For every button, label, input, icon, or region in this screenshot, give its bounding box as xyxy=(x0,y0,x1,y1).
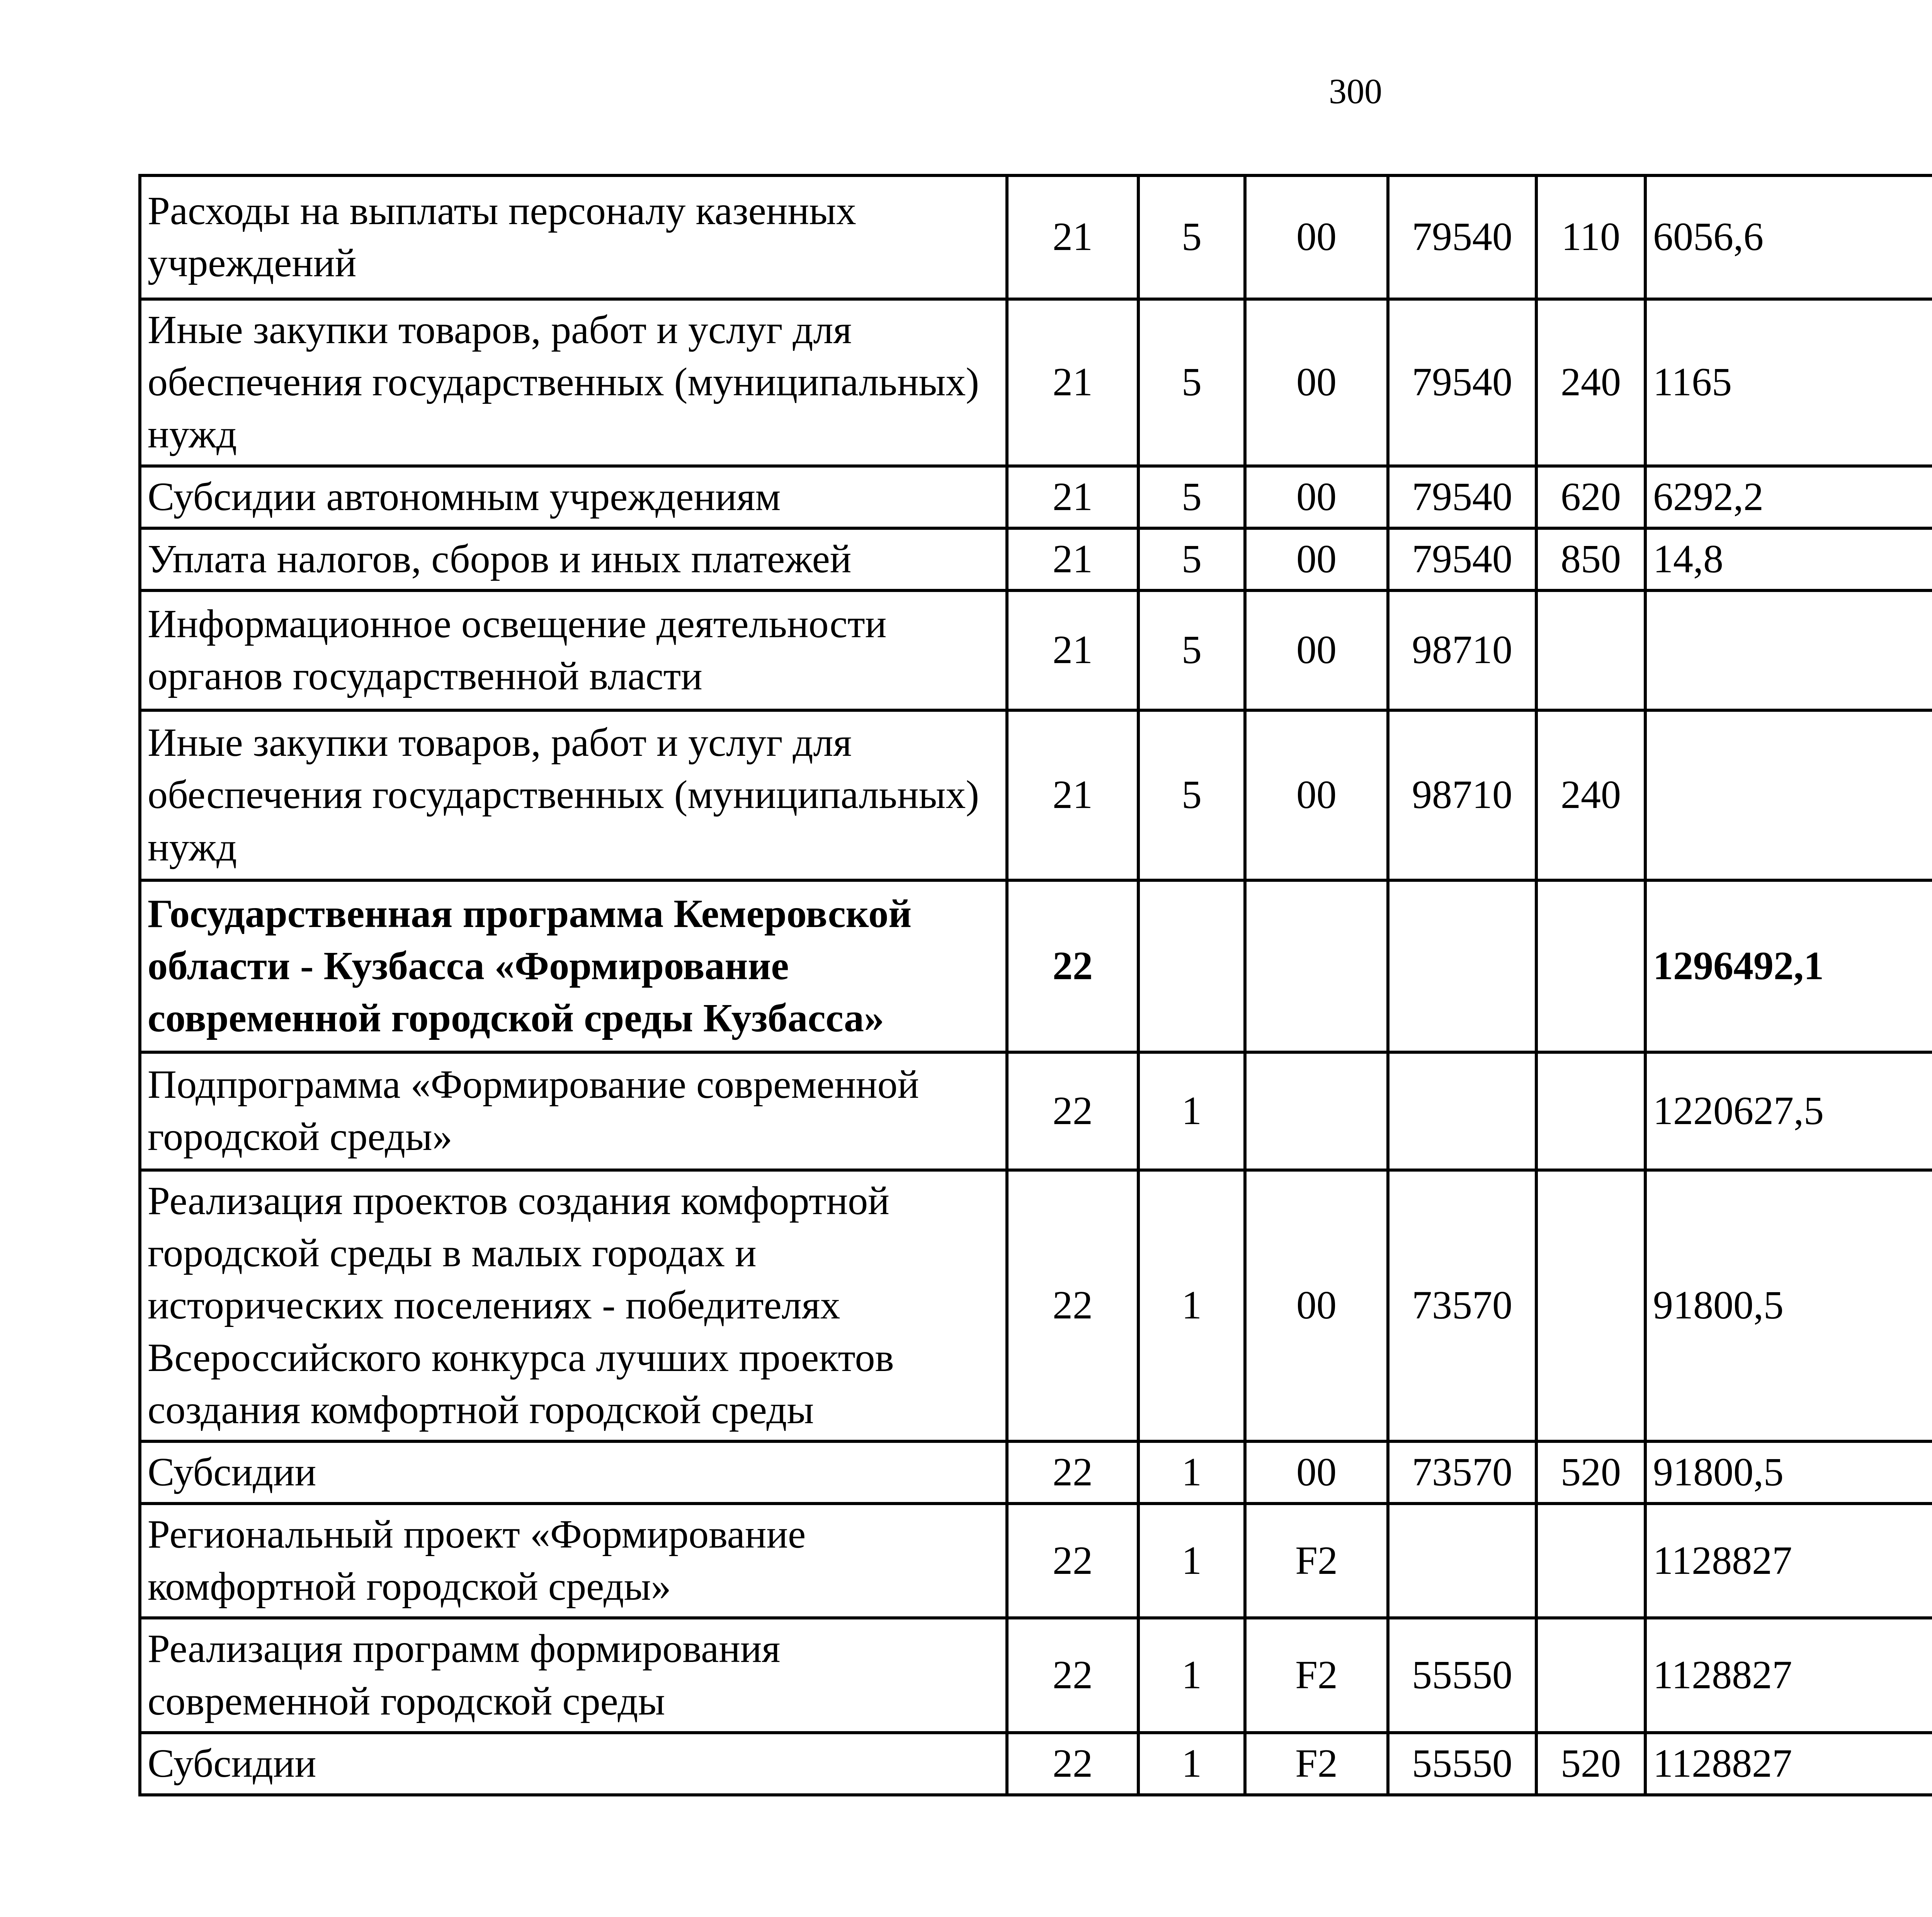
cell-subprogram-code: 1 xyxy=(1138,1618,1245,1732)
table-row xyxy=(140,1733,1932,1795)
table-body xyxy=(140,175,1932,1795)
cell-amount-1: 91800,5 xyxy=(1645,1170,1932,1441)
cell-subprogram-code: 5 xyxy=(1138,590,1245,710)
cell-amount-1: 1128827 xyxy=(1645,1733,1932,1795)
table-row xyxy=(140,590,1932,710)
cell-expense-type-code: 240 xyxy=(1536,299,1645,466)
cell-program-code: 21 xyxy=(1007,466,1138,528)
cell-name: Субсидии автономным учреждениям xyxy=(140,466,1007,528)
cell-expense-type-code xyxy=(1536,880,1645,1052)
table-row xyxy=(140,1052,1932,1170)
cell-program-code: 22 xyxy=(1007,1170,1138,1441)
cell-name: Иные закупки товаров, работ и услуг для обеспечения государственных (муниципальных) нужд xyxy=(140,299,1007,466)
cell-name: Субсидии xyxy=(140,1733,1007,1795)
cell-direction-code: 79540 xyxy=(1388,299,1536,466)
cell-direction-code xyxy=(1388,1504,1536,1618)
cell-main-event-code: 00 xyxy=(1245,175,1388,299)
cell-expense-type-code xyxy=(1536,590,1645,710)
cell-program-code: 22 xyxy=(1007,880,1138,1052)
cell-expense-type-code: 520 xyxy=(1536,1441,1645,1504)
cell-amount-1: 14,8 xyxy=(1645,528,1932,590)
cell-direction-code: 73570 xyxy=(1388,1441,1536,1504)
cell-program-code: 21 xyxy=(1007,299,1138,466)
cell-main-event-code: F2 xyxy=(1245,1504,1388,1618)
cell-name: Уплата налогов, сборов и иных платежей xyxy=(140,528,1007,590)
budget-table xyxy=(138,174,1932,1796)
cell-expense-type-code: 110 xyxy=(1536,175,1645,299)
cell-name: Субсидии xyxy=(140,1441,1007,1504)
cell-program-code: 21 xyxy=(1007,710,1138,880)
cell-subprogram-code: 5 xyxy=(1138,528,1245,590)
cell-main-event-code: F2 xyxy=(1245,1733,1388,1795)
cell-expense-type-code xyxy=(1536,1504,1645,1618)
cell-direction-code: 79540 xyxy=(1388,175,1536,299)
cell-direction-code: 55550 xyxy=(1388,1618,1536,1732)
cell-subprogram-code: 1 xyxy=(1138,1504,1245,1618)
cell-main-event-code xyxy=(1245,1052,1388,1170)
cell-subprogram-code: 5 xyxy=(1138,299,1245,466)
cell-direction-code: 79540 xyxy=(1388,528,1536,590)
cell-expense-type-code: 520 xyxy=(1536,1733,1645,1795)
table-row xyxy=(140,175,1932,299)
cell-expense-type-code xyxy=(1536,1170,1645,1441)
cell-direction-code: 55550 xyxy=(1388,1733,1536,1795)
cell-direction-code: 98710 xyxy=(1388,710,1536,880)
cell-subprogram-code: 5 xyxy=(1138,466,1245,528)
cell-main-event-code: F2 xyxy=(1245,1618,1388,1732)
cell-main-event-code: 00 xyxy=(1245,590,1388,710)
cell-direction-code xyxy=(1388,1052,1536,1170)
cell-name: Информационное освещение деятельности органов государственной власти xyxy=(140,590,1007,710)
cell-subprogram-code xyxy=(1138,880,1245,1052)
table-row xyxy=(140,466,1932,528)
cell-program-code: 21 xyxy=(1007,175,1138,299)
cell-main-event-code: 00 xyxy=(1245,1441,1388,1504)
cell-amount-1: 6056,6 xyxy=(1645,175,1932,299)
cell-name: Расходы на выплаты персоналу казенных учреждений xyxy=(140,175,1007,299)
cell-main-event-code: 00 xyxy=(1245,710,1388,880)
cell-amount-1: 1128827 xyxy=(1645,1618,1932,1732)
cell-amount-1: 1296492,1 xyxy=(1645,880,1932,1052)
cell-expense-type-code xyxy=(1536,1618,1645,1732)
cell-expense-type-code: 850 xyxy=(1536,528,1645,590)
table-row xyxy=(140,1504,1932,1618)
cell-subprogram-code: 5 xyxy=(1138,175,1245,299)
cell-amount-1 xyxy=(1645,590,1932,710)
cell-subprogram-code: 1 xyxy=(1138,1733,1245,1795)
cell-program-code: 21 xyxy=(1007,528,1138,590)
cell-main-event-code: 00 xyxy=(1245,299,1388,466)
table-row xyxy=(140,1618,1932,1732)
cell-name: Подпрограмма «Формирование современной городской среды» xyxy=(140,1052,1007,1170)
cell-main-event-code xyxy=(1245,880,1388,1052)
cell-amount-1 xyxy=(1645,710,1932,880)
cell-amount-1: 6292,2 xyxy=(1645,466,1932,528)
cell-program-code: 22 xyxy=(1007,1441,1138,1504)
table-row xyxy=(140,880,1932,1052)
cell-name: Региональный проект «Формирование комфортной городской среды» xyxy=(140,1504,1007,1618)
cell-program-code: 22 xyxy=(1007,1733,1138,1795)
cell-expense-type-code: 620 xyxy=(1536,466,1645,528)
cell-name: Иные закупки товаров, работ и услуг для обеспечения государственных (муниципальных) нужд xyxy=(140,710,1007,880)
cell-main-event-code: 00 xyxy=(1245,466,1388,528)
table-row xyxy=(140,528,1932,590)
cell-direction-code: 98710 xyxy=(1388,590,1536,710)
cell-amount-1: 91800,5 xyxy=(1645,1441,1932,1504)
cell-main-event-code: 00 xyxy=(1245,528,1388,590)
cell-expense-type-code xyxy=(1536,1052,1645,1170)
cell-amount-1: 1165 xyxy=(1645,299,1932,466)
cell-subprogram-code: 1 xyxy=(1138,1052,1245,1170)
cell-program-code: 22 xyxy=(1007,1618,1138,1732)
cell-program-code: 22 xyxy=(1007,1052,1138,1170)
cell-subprogram-code: 1 xyxy=(1138,1170,1245,1441)
cell-direction-code: 73570 xyxy=(1388,1170,1536,1441)
cell-direction-code: 79540 xyxy=(1388,466,1536,528)
table-row xyxy=(140,299,1932,466)
cell-amount-1: 1220627,5 xyxy=(1645,1052,1932,1170)
cell-amount-1: 1128827 xyxy=(1645,1504,1932,1618)
page-number: 300 xyxy=(1329,71,1382,111)
cell-direction-code xyxy=(1388,880,1536,1052)
cell-subprogram-code: 1 xyxy=(1138,1441,1245,1504)
cell-expense-type-code: 240 xyxy=(1536,710,1645,880)
table-row xyxy=(140,1170,1932,1441)
cell-main-event-code: 00 xyxy=(1245,1170,1388,1441)
cell-subprogram-code: 5 xyxy=(1138,710,1245,880)
cell-name: Государственная программа Кемеровской области - Кузбасса «Формирование современной городской среды Кузбасса» xyxy=(140,880,1007,1052)
cell-name: Реализация программ формирования современной городской среды xyxy=(140,1618,1007,1732)
cell-program-code: 21 xyxy=(1007,590,1138,710)
table-row xyxy=(140,710,1932,880)
table-row xyxy=(140,1441,1932,1504)
cell-program-code: 22 xyxy=(1007,1504,1138,1618)
cell-name: Реализация проектов создания комфортной городской среды в малых городах и исторических поселениях - победителях Всероссийского конкурса лучших проектов создания комфортной городской среды xyxy=(140,1170,1007,1441)
